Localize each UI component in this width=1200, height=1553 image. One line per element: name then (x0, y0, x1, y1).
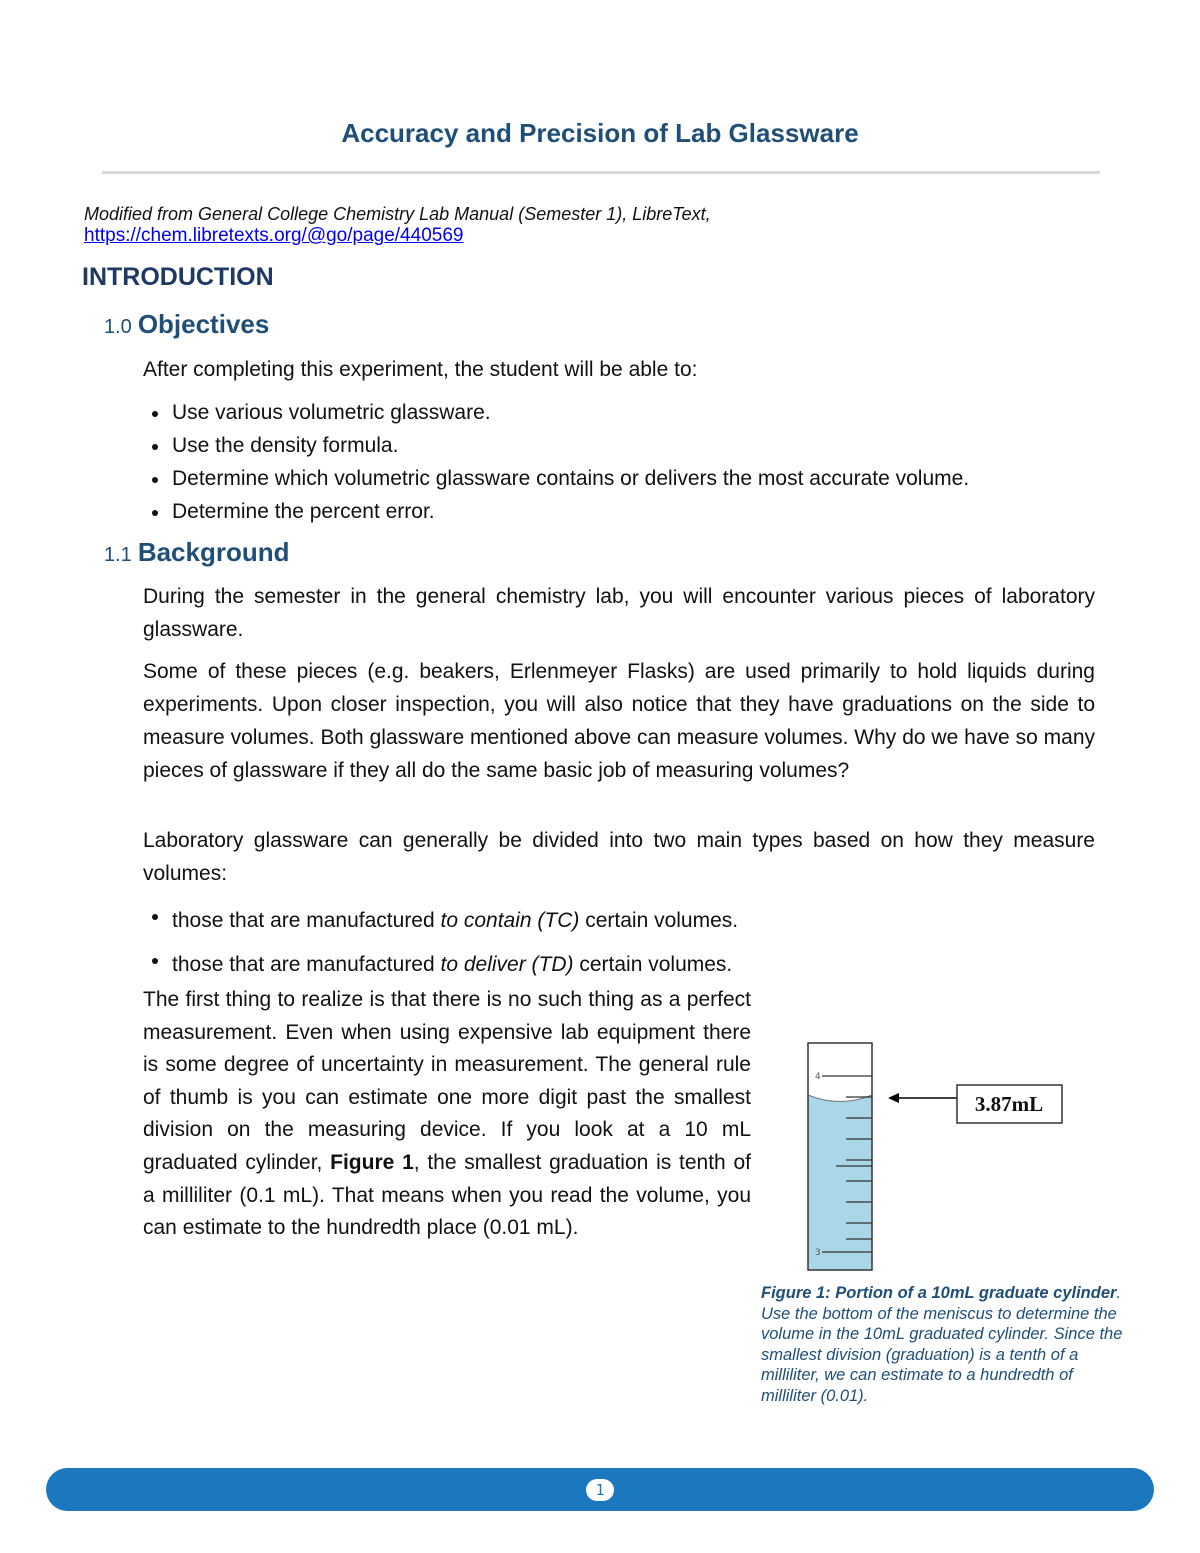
td-term: to deliver (TD) (440, 953, 574, 976)
arrow-head (888, 1093, 899, 1103)
title-divider (102, 171, 1100, 174)
background-paragraph-2: Some of these pieces (e.g. beakers, Erlenmeyer Flasks) are used primarily to hold liquids during experiments. Upon closer inspection, you will also notice that they have graduations on the side to measure volumes. Both glassware mentioned above can measure volumes. Why do we have so many pieces of glassware if they all do the same basic job of measuring volumes? (143, 660, 1095, 782)
source-attribution (84, 203, 711, 247)
page-title: Accuracy and Precision of Lab Glassware (341, 118, 859, 148)
list-item: Use various volumetric glassware. (150, 396, 969, 429)
bottom-graduation-label: 3 (815, 1248, 821, 1258)
introduction-heading: INTRODUCTION (82, 263, 274, 291)
source-note: Modified from General College Chemistry Lab Manual (Semester 1), LibreText, (84, 204, 711, 224)
list-item: Determine the percent error. (150, 495, 969, 528)
list-item: Determine which volumetric glassware contains or delivers the most accurate volume. (150, 462, 969, 495)
page-number: 1 (586, 1479, 614, 1501)
graduated-cylinder-figure (800, 1040, 1080, 1275)
objectives-number: 1.0 (104, 316, 132, 338)
figure-reference: Figure 1 (330, 1150, 414, 1174)
figure-caption (761, 1283, 1123, 1406)
objectives-heading (104, 309, 269, 340)
list-item: those that are manufactured to contain (TC) certain volumes. (150, 899, 738, 943)
list-item: Use the density formula. (150, 429, 969, 462)
caption-text: . Use the bottom of the meniscus to determine the volume in the 10mL graduated cylinder. Since the smallest division (graduation) is a tenth of a milliliter, we can estimate to a hundredth of milliliter (0.01). (761, 1284, 1123, 1405)
caption-title: Figure 1: Portion of a 10mL graduate cylinder (761, 1284, 1117, 1302)
glassware-types-list (150, 899, 738, 987)
background-paragraph-3: Laboratory glassware can generally be divided into two main types based on how they measure volumes: (143, 829, 1095, 885)
background-paragraph-1: During the semester in the general chemistry lab, you will encounter various pieces of laboratory glassware. (143, 585, 1095, 641)
top-graduation-label: 4 (815, 1072, 821, 1082)
background-title: Background (137, 537, 290, 567)
uncertainty-paragraph: The first thing to realize is that there is no such thing as a perfect measurement. Even when using expensive lab equipment there is some degree of uncertainty in measurement. The general rule of thumb is you can estimate one more digit past the smallest division on the measuring device. If you look at a 10 mL graduated cylinder, Figure 1, the smallest graduation is tenth of a milliliter (0.1 mL). That means when you read the volume, you can estimate to the hundredth place (0.01 mL). (143, 988, 751, 1240)
list-item: those that are manufactured to deliver (TD) certain volumes. (150, 943, 738, 987)
tc-term: to contain (TC) (440, 909, 580, 932)
source-link[interactable]: https://chem.libretexts.org/@go/page/440569 (84, 225, 464, 246)
background-number: 1.1 (104, 544, 132, 566)
objectives-title: Objectives (137, 309, 270, 339)
objectives-list (150, 396, 969, 528)
reading-label: 3.87mL (974, 1092, 1044, 1116)
objectives-lead: After completing this experiment, the student will be able to: (143, 358, 698, 381)
liquid-fill (808, 1095, 872, 1270)
background-heading (104, 537, 290, 568)
page-footer (46, 1468, 1154, 1511)
